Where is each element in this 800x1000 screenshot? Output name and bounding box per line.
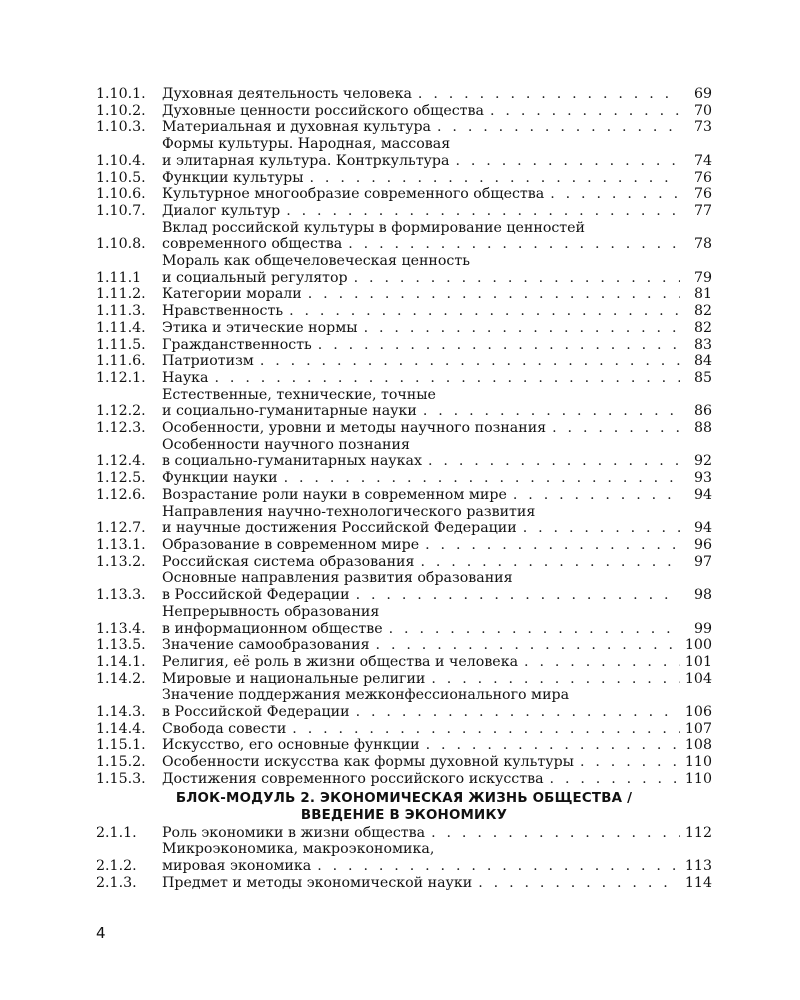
toc-entry-number: 1.10.4. <box>96 152 146 169</box>
toc-entry-title-line: в информационном обществе <box>162 620 383 637</box>
toc-entry-title-line: Микроэкономика, макроэкономика, <box>162 841 435 858</box>
toc-entry-title-line: Непрерывность образования <box>162 603 380 620</box>
toc-entry[interactable] <box>96 370 712 387</box>
dot-leader <box>455 153 680 170</box>
toc-entry-body <box>162 771 712 788</box>
toc-entry-title-line: Значение поддержания межконфессионального мира <box>162 687 570 704</box>
toc-entry-number: 1.14.2. <box>96 670 146 687</box>
toc-entry-body <box>162 337 712 354</box>
toc-entry-title-line: Культурное многообразие современного общества <box>162 186 545 203</box>
toc-entry-page: 70 <box>693 102 712 119</box>
dot-leader <box>523 520 680 537</box>
toc-entry[interactable] <box>96 771 712 788</box>
toc-entry-title-line: Особенности искусства как формы духовной культуры <box>162 754 574 771</box>
toc-entry-title-line: Свобода совести <box>162 720 287 737</box>
toc-entry-body <box>162 825 712 842</box>
table-of-contents <box>96 86 712 891</box>
dot-leader <box>318 337 680 354</box>
toc-entry-page: 106 <box>684 704 712 721</box>
dot-leader <box>425 537 680 554</box>
toc-entry[interactable] <box>96 637 712 654</box>
toc-entry-last-line <box>162 637 712 654</box>
toc-entry-body <box>162 387 712 420</box>
toc-entry-number: 1.13.2. <box>96 553 146 570</box>
toc-entry-last-line <box>162 453 712 470</box>
dot-leader <box>423 403 680 420</box>
toc-entry[interactable] <box>96 136 712 169</box>
toc-entry[interactable] <box>96 671 712 688</box>
toc-entry-page: 93 <box>693 470 712 487</box>
toc-entry-body <box>162 537 712 554</box>
toc-entry-body <box>162 604 712 637</box>
toc-entry-page: 110 <box>684 770 712 787</box>
dot-leader <box>348 236 680 253</box>
toc-entry-page: 77 <box>693 202 712 219</box>
toc-entry[interactable] <box>96 875 712 892</box>
toc-entry-page: 76 <box>693 169 712 186</box>
toc-entry-title-line: Формы культуры. Народная, массовая <box>162 136 451 153</box>
toc-entry-number: 1.11.5. <box>96 336 146 353</box>
dot-leader <box>354 270 680 287</box>
dot-leader <box>550 186 680 203</box>
toc-entry-last-line <box>162 671 712 688</box>
toc-entry-last-line <box>162 236 712 253</box>
toc-entry[interactable] <box>96 470 712 487</box>
toc-entry-body <box>162 487 712 504</box>
toc-entry-body <box>162 119 712 136</box>
toc-entry-page: 74 <box>693 152 712 169</box>
toc-entry-last-line <box>162 771 712 788</box>
toc-entry[interactable] <box>96 825 712 842</box>
toc-entry-number: 1.12.4. <box>96 453 146 470</box>
toc-entry-last-line <box>162 119 712 136</box>
toc-entry-title-line: Естественные, технические, точные <box>162 386 436 403</box>
toc-entry-number: 1.11.3. <box>96 303 146 320</box>
section-header-line-1: БЛОК-МОДУЛЬ 2. ЭКОНОМИЧЕСКАЯ ЖИЗНЬ ОБЩЕСТВА / <box>175 790 633 806</box>
toc-entry[interactable] <box>96 487 712 504</box>
dot-leader <box>513 487 680 504</box>
toc-entry-page: 88 <box>693 420 712 437</box>
toc-entry-page: 101 <box>684 653 712 670</box>
toc-entry-last-line <box>162 825 712 842</box>
toc-entry-number: 1.11.4. <box>96 319 146 336</box>
toc-entry-title-line: Функции науки <box>162 470 278 487</box>
toc-entry-page: 100 <box>684 637 712 654</box>
toc-entry-number: 1.11.6. <box>96 353 146 370</box>
toc-part-2 <box>96 825 712 892</box>
toc-entry-last-line <box>162 320 712 337</box>
toc-entry-last-line <box>162 554 712 571</box>
toc-entry-number: 1.11.1 <box>96 269 142 286</box>
toc-entry-title-line: Этика и этические нормы <box>162 319 358 336</box>
toc-entry-number: 1.13.1. <box>96 536 146 553</box>
toc-entry-title-line: Роль экономики в жизни общества <box>162 824 426 841</box>
toc-entry-last-line <box>162 370 712 387</box>
toc-entry-body <box>162 554 712 571</box>
toc-entry-number: 1.12.3. <box>96 420 146 437</box>
toc-entry-body <box>162 370 712 387</box>
toc-entry-page: 83 <box>693 336 712 353</box>
toc-entry-title-line: Образование в современном мире <box>162 536 420 553</box>
toc-entry-title-line: Духовная деятельность человека <box>162 86 412 102</box>
dot-leader <box>215 370 680 387</box>
toc-entry-page: 112 <box>684 824 712 841</box>
dot-leader <box>552 420 680 437</box>
toc-entry-last-line <box>162 270 712 287</box>
toc-entry-body <box>162 754 712 771</box>
toc-entry-title-line: Значение самообразования <box>162 637 370 654</box>
toc-entry[interactable] <box>96 186 712 203</box>
toc-entry-last-line <box>162 487 712 504</box>
dot-leader <box>478 875 680 892</box>
toc-entry-body <box>162 504 712 537</box>
toc-entry-page: 113 <box>684 857 712 874</box>
section-header-line-2: ВВЕДЕНИЕ В ЭКОНОМИКУ <box>300 807 508 823</box>
toc-entry-number: 1.10.8. <box>96 236 146 253</box>
dot-leader <box>428 453 680 470</box>
toc-entry-body <box>162 86 712 103</box>
toc-entry-last-line <box>162 470 712 487</box>
toc-entry-number: 1.10.5. <box>96 169 146 186</box>
toc-entry-last-line <box>162 704 712 721</box>
toc-entry-number: 1.13.3. <box>96 587 146 604</box>
toc-entry[interactable] <box>96 220 712 253</box>
toc-entry-last-line <box>162 353 712 370</box>
toc-entry-body <box>162 186 712 203</box>
toc-entry-title-line: Направления научно-технологического развития <box>162 503 536 520</box>
toc-entry[interactable] <box>96 504 712 537</box>
toc-entry-page: 69 <box>693 86 712 102</box>
toc-entry-number: 1.12.5. <box>96 470 146 487</box>
toc-entry-body <box>162 170 712 187</box>
dot-leader <box>310 170 680 187</box>
toc-entry-number: 2.1.3. <box>96 874 137 891</box>
toc-entry-body <box>162 437 712 470</box>
toc-entry[interactable] <box>96 604 712 637</box>
toc-entry-last-line <box>162 303 712 320</box>
toc-entry-page: 94 <box>693 486 712 503</box>
toc-entry-title-line: в социально-гуманитарных науках <box>162 453 422 470</box>
toc-entry[interactable] <box>96 737 712 754</box>
toc-entry-body <box>162 687 712 720</box>
toc-entry-body <box>162 103 712 120</box>
toc-entry-last-line <box>162 587 712 604</box>
dot-leader <box>490 103 680 120</box>
toc-entry[interactable] <box>96 303 712 320</box>
toc-entry[interactable] <box>96 203 712 220</box>
toc-entry-title-line: Особенности научного познания <box>162 436 410 453</box>
toc-entry-last-line <box>162 520 712 537</box>
toc-entry-title-line: Диалог культур <box>162 202 281 219</box>
toc-entry[interactable] <box>96 654 712 671</box>
toc-entry-page: 98 <box>693 587 712 604</box>
toc-entry-last-line <box>162 621 712 638</box>
toc-entry-page: 92 <box>693 453 712 470</box>
toc-entry[interactable] <box>96 103 712 120</box>
toc-entry-number: 1.10.1. <box>96 86 146 102</box>
toc-entry-title-line: Возрастание роли науки в современном мире <box>162 486 507 503</box>
toc-entry-body <box>162 303 712 320</box>
toc-entry-body <box>162 253 712 286</box>
toc-entry-number: 1.12.2. <box>96 403 146 420</box>
toc-entry-title-line: Искусство, его основные функции <box>162 737 420 754</box>
toc-entry-page: 99 <box>693 620 712 637</box>
toc-entry-page: 110 <box>684 754 712 771</box>
toc-entry-number: 1.10.6. <box>96 186 146 203</box>
dot-leader <box>289 303 680 320</box>
toc-entry-number: 1.15.3. <box>96 770 146 787</box>
toc-entry-body <box>162 420 712 437</box>
toc-entry-last-line <box>162 537 712 554</box>
toc-entry[interactable] <box>96 721 712 738</box>
toc-entry-last-line <box>162 420 712 437</box>
toc-entry-body <box>162 136 712 169</box>
dot-leader <box>431 671 680 688</box>
toc-entry-title-line: Нравственность <box>162 303 284 320</box>
toc-entry[interactable] <box>96 337 712 354</box>
dot-leader <box>524 654 680 671</box>
toc-entry[interactable] <box>96 754 712 771</box>
toc-entry-title-line: Предмет и методы экономической науки <box>162 874 473 891</box>
toc-entry-page: 84 <box>693 353 712 370</box>
toc-entry-body <box>162 671 712 688</box>
toc-entry-title-line: Мораль как общечеловеческая ценность <box>162 253 470 270</box>
toc-entry-last-line <box>162 403 712 420</box>
toc-entry-number: 1.11.2. <box>96 286 146 303</box>
toc-entry-number: 1.10.7. <box>96 202 146 219</box>
toc-entry-body <box>162 353 712 370</box>
toc-entry-page: 78 <box>693 236 712 253</box>
toc-entry[interactable] <box>96 119 712 136</box>
dot-leader <box>580 754 680 771</box>
toc-entry-title-line: Гражданственность <box>162 336 312 353</box>
toc-entry-last-line <box>162 337 712 354</box>
dot-leader <box>260 353 680 370</box>
toc-entry-title-line: Функции культуры <box>162 169 304 186</box>
toc-entry-title-line: Российская система образования <box>162 553 415 570</box>
toc-entry[interactable] <box>96 387 712 420</box>
dot-leader <box>284 470 680 487</box>
toc-entry-title-line: Мировые и национальные религии <box>162 670 426 687</box>
dot-leader <box>308 286 680 303</box>
section-header <box>96 790 712 824</box>
toc-entry[interactable] <box>96 170 712 187</box>
toc-entry-body <box>162 737 712 754</box>
toc-entry-page: 79 <box>693 269 712 286</box>
toc-entry-last-line <box>162 858 712 875</box>
toc-entry[interactable] <box>96 537 712 554</box>
toc-entry-page: 104 <box>684 670 712 687</box>
toc-entry-last-line <box>162 737 712 754</box>
toc-entry-body <box>162 320 712 337</box>
dot-leader <box>376 637 680 654</box>
dot-leader <box>286 203 680 220</box>
toc-entry-title-line: и научные достижения Российской Федерации <box>162 520 517 537</box>
toc-entry-page: 94 <box>693 520 712 537</box>
toc-entry-page: 82 <box>693 319 712 336</box>
toc-entry[interactable] <box>96 437 712 470</box>
toc-entry[interactable] <box>96 554 712 571</box>
toc-entry-body <box>162 470 712 487</box>
toc-entry-title-line: и социально-гуманитарные науки <box>162 403 417 420</box>
toc-entry-page: 85 <box>693 369 712 386</box>
toc-entry-title-line: и элитарная культура. Контркультура <box>162 152 450 169</box>
toc-entry[interactable] <box>96 841 712 874</box>
dot-leader <box>431 825 680 842</box>
dot-leader <box>317 858 680 875</box>
toc-entry-last-line <box>162 86 712 103</box>
toc-entry-number: 1.10.3. <box>96 119 146 136</box>
dot-leader <box>550 771 680 788</box>
toc-entry-number: 1.12.7. <box>96 520 146 537</box>
toc-entry-title-line: мировая экономика <box>162 857 312 874</box>
toc-entry-number: 2.1.2. <box>96 857 137 874</box>
toc-entry-title-line: Материальная и духовная культура <box>162 119 431 136</box>
toc-entry-number: 1.12.1. <box>96 369 146 386</box>
toc-entry-number: 1.13.5. <box>96 637 146 654</box>
toc-entry-last-line <box>162 286 712 303</box>
toc-entry-title-line: Особенности, уровни и методы научного познания <box>162 420 547 437</box>
dot-leader <box>356 704 680 721</box>
toc-entry-page: 82 <box>693 303 712 320</box>
toc-entry-page: 108 <box>684 737 712 754</box>
toc-entry-number: 2.1.1. <box>96 824 137 841</box>
toc-entry-title-line: Основные направления развития образования <box>162 570 513 587</box>
toc-entry-last-line <box>162 186 712 203</box>
dot-leader <box>389 621 680 638</box>
toc-entry-number: 1.14.4. <box>96 720 146 737</box>
toc-entry-title-line: современного общества <box>162 236 343 253</box>
toc-entry[interactable] <box>96 687 712 720</box>
dot-leader <box>420 554 680 571</box>
toc-entry[interactable] <box>96 420 712 437</box>
toc-entry-body <box>162 286 712 303</box>
toc-entry-title-line: Духовные ценности российского общества <box>162 102 484 119</box>
toc-entry-title-line: в Российской Федерации <box>162 704 350 721</box>
toc-entry-last-line <box>162 103 712 120</box>
toc-entry[interactable] <box>96 570 712 603</box>
toc-entry-title-line: Патриотизм <box>162 353 254 370</box>
toc-part-1 <box>96 86 712 788</box>
toc-entry-title-line: в Российской Федерации <box>162 587 350 604</box>
toc-entry-last-line <box>162 875 712 892</box>
toc-entry-page: 86 <box>693 403 712 420</box>
toc-entry-number: 1.10.2. <box>96 102 146 119</box>
dot-leader <box>437 119 680 136</box>
toc-entry-title-line: Достижения современного российского искусства <box>162 770 544 787</box>
toc-entry-title-line: и социальный регулятор <box>162 269 348 286</box>
toc-entry-last-line <box>162 153 712 170</box>
toc-entry-body <box>162 654 712 671</box>
dot-leader <box>418 86 680 103</box>
toc-entry[interactable] <box>96 320 712 337</box>
toc-entry-page: 114 <box>684 874 712 891</box>
toc-entry[interactable] <box>96 253 712 286</box>
toc-entry[interactable] <box>96 353 712 370</box>
toc-entry-page: 81 <box>693 286 712 303</box>
toc-entry-last-line <box>162 654 712 671</box>
dot-leader <box>364 320 680 337</box>
toc-entry-body <box>162 203 712 220</box>
toc-entry-page: 107 <box>684 720 712 737</box>
toc-entry-number: 1.14.1. <box>96 653 146 670</box>
toc-entry-body <box>162 637 712 654</box>
toc-entry-page: 96 <box>693 536 712 553</box>
dot-leader <box>356 587 680 604</box>
toc-entry-title-line: Категории морали <box>162 286 302 303</box>
dot-leader <box>426 737 680 754</box>
toc-entry-number: 1.13.4. <box>96 620 146 637</box>
toc-entry-number: 1.15.2. <box>96 754 146 771</box>
toc-entry-number: 1.15.1. <box>96 737 146 754</box>
dot-leader <box>292 721 680 738</box>
toc-entry-last-line <box>162 170 712 187</box>
toc-entry-title-line: Религия, её роль в жизни общества и человека <box>162 653 519 670</box>
toc-entry-last-line <box>162 754 712 771</box>
toc-entry-last-line <box>162 721 712 738</box>
toc-entry-title-line: Вклад российской культуры в формирование ценностей <box>162 219 586 236</box>
toc-entry-body <box>162 875 712 892</box>
page-number: 4 <box>96 924 106 942</box>
toc-entry[interactable] <box>96 286 712 303</box>
toc-entry-page: 76 <box>693 186 712 203</box>
toc-entry-number: 1.12.6. <box>96 486 146 503</box>
toc-entry-body <box>162 841 712 874</box>
toc-entry-body <box>162 570 712 603</box>
toc-entry-body <box>162 721 712 738</box>
toc-entry-last-line <box>162 203 712 220</box>
toc-entry[interactable] <box>96 86 712 103</box>
toc-entry-page: 73 <box>693 119 712 136</box>
toc-entry-number: 1.14.3. <box>96 704 146 721</box>
toc-entry-page: 97 <box>693 553 712 570</box>
toc-entry-title-line: Наука <box>162 369 209 386</box>
toc-entry-body <box>162 220 712 253</box>
